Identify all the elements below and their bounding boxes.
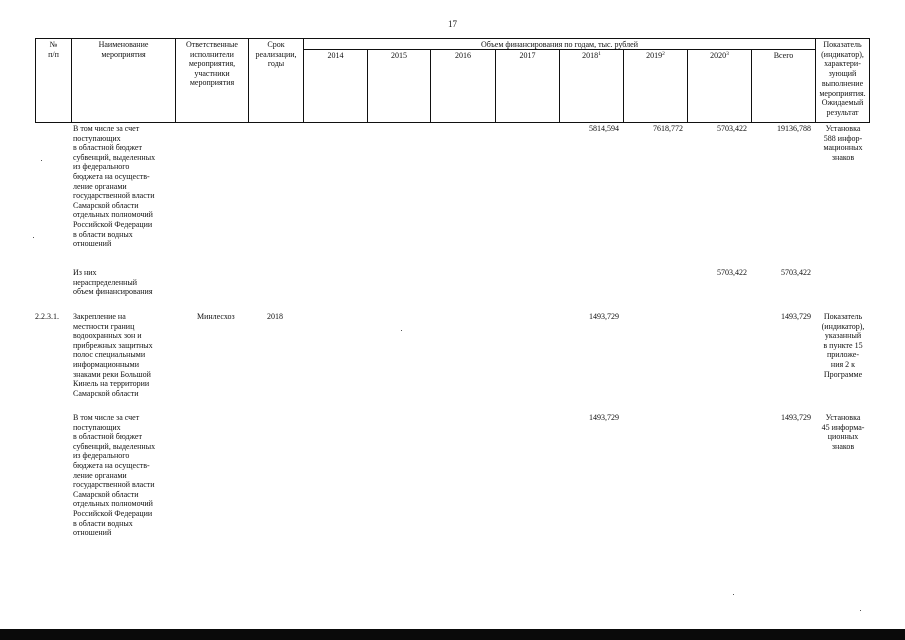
row-indicator: Установка 588 инфор- мационных знаков bbox=[823, 124, 863, 162]
row-name: В том числе за счет поступающих в областной бюджет субвенций, выделенных из федерального бюджета на осуществ- ление органами государственной власти Самарской области отдельных полномочий Российской Федерации в области водных отношений bbox=[73, 413, 156, 538]
row-value-2020: 5703,422 bbox=[717, 268, 747, 277]
header-name: Наименование мероприятия bbox=[98, 40, 149, 59]
row-value-2018: 5814,594 bbox=[589, 124, 619, 133]
scan-speck bbox=[33, 237, 34, 238]
row-value-total: 1493,729 bbox=[781, 312, 811, 321]
footnote-marker: 2 bbox=[662, 51, 665, 57]
header-year-2019: 2019$^2$ bbox=[646, 51, 665, 60]
scan-speck bbox=[41, 160, 42, 161]
header-indicator: Показатель (индикатор), характери- зующий выполнение мероприятия. Ожидаемый результат bbox=[819, 40, 866, 117]
header-total: Всего bbox=[773, 51, 794, 60]
footnote-marker: 3 bbox=[726, 51, 729, 57]
row-name: Закрепление на местности границ водоохранных зон и прибрежных защитных полос специальными информационными знаками реки Большой Кинель на территории Самарской области bbox=[73, 312, 153, 398]
row-name: В том числе за счет поступающих в областной бюджет субвенций, выделенных из федерального бюджета на осуществ- ление органами государственной власти Самарской области отдельных полномочий Российской Федерации в области водных отношений bbox=[73, 124, 156, 249]
row-value-total: 5703,422 bbox=[781, 268, 811, 277]
table-top-border bbox=[35, 38, 870, 39]
header-term: Срок реализации, годы bbox=[255, 40, 297, 69]
header-year-2017: 2017 bbox=[519, 51, 536, 60]
col-border bbox=[869, 38, 870, 122]
header-year-2014: 2014 bbox=[327, 51, 344, 60]
header-no: № п/п bbox=[48, 40, 59, 59]
footnote-marker: 1 bbox=[598, 51, 601, 57]
scan-edge-bar bbox=[0, 629, 905, 640]
header-funding-group: Объем финансирования по годам, тыс. рублей bbox=[481, 40, 638, 49]
header-responsible: Ответственные исполнители мероприятия, участники мероприятия bbox=[186, 40, 238, 88]
row-value-2018: 1493,729 bbox=[589, 413, 619, 422]
header-year-2018: 2018$^1$ bbox=[582, 51, 601, 60]
row-number: 2.2.3.1. bbox=[35, 312, 59, 321]
row-indicator: Установка 45 информа- ционных знаков bbox=[821, 413, 865, 451]
scan-speck bbox=[860, 610, 861, 611]
row-value-total: 19136,788 bbox=[777, 124, 811, 133]
row-value-2020: 5703,422 bbox=[717, 124, 747, 133]
header-year-2020: 2020$^3$ bbox=[710, 51, 729, 60]
row-value-2018: 1493,729 bbox=[589, 312, 619, 321]
financing-table bbox=[35, 38, 870, 598]
row-value-total: 1493,729 bbox=[781, 413, 811, 422]
row-name: Из них нераспределенный объем финансирования bbox=[73, 268, 153, 297]
page-number: 17 bbox=[448, 19, 457, 29]
header-bottom-border bbox=[35, 122, 870, 123]
row-value-2019: 7618,772 bbox=[653, 124, 683, 133]
scan-speck bbox=[733, 594, 734, 595]
header-year-2015: 2015 bbox=[391, 51, 407, 60]
row-term: 2018 bbox=[267, 312, 283, 321]
header-year-2016: 2016 bbox=[455, 51, 471, 60]
row-responsible: Минлесхоз bbox=[197, 312, 235, 321]
scan-speck bbox=[401, 330, 402, 331]
row-indicator: Показатель (индикатор), указанный в пункте 15 приложе- ния 2 к Программе bbox=[821, 312, 865, 379]
